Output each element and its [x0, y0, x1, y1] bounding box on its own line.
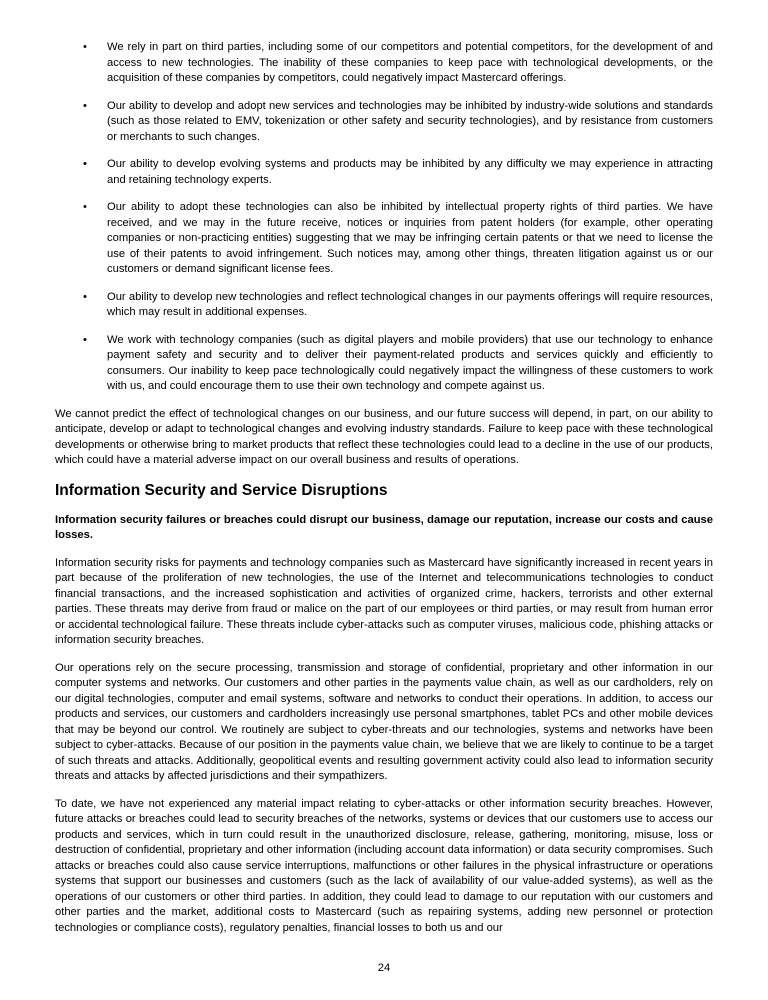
- bullet-item: [55, 200, 713, 278]
- page-number: 24: [377, 961, 391, 974]
- bullet-marker: •: [83, 201, 87, 213]
- section-paragraph: To date, we have not experienced any material impact relating to cyber-attacks or other information security breaches. However, future attacks or breaches could lead to security breaches of the networks, systems or devices that our customers use to access our products and services, which in turn could result in the unauthorized disclosure, release, gathering, monitoring, misuse, loss or destruction of confidential, proprietary and other information (including account data information) or data security compromises. Such attacks or breaches could also cause service interruptions, malfunctions or other failures in the physical infrastructure or operations systems that support our businesses and customers (such as the lack of availability of our value-added systems), as well as the operations of our customers or other third parties. In addition, they could lead to damage to our reputation with our customers and other parties and the market, additional costs to Mastercard (such as repairing systems, adding new personnel or protection technologies or compliance costs), regulatory penalties, financial losses to both us and our: [55, 797, 713, 934]
- bullet-item: [55, 333, 713, 395]
- closing-paragraph: We cannot predict the effect of technological changes on our business, and our future success will depend, in part, on our ability to anticipate, develop or adapt to technological changes and evolving industry standards. Failure to keep pace with these technological developments or otherwise bring to market products that reflect these technologies could lead to a decline in the use of our products, which could have a material adverse impact on our overall business and results of operations.: [55, 407, 713, 466]
- bullet-marker: •: [83, 290, 87, 303]
- bullet-item: [55, 99, 713, 146]
- bullet-marker: •: [83, 99, 87, 112]
- bullet-item: [55, 157, 713, 188]
- section-heading: Information Security and Service Disruptions: [55, 481, 388, 499]
- section-lead-in: Information security failures or breaches could disrupt our business, damage our reputation, increase our costs and cause losses.: [55, 513, 713, 541]
- bullet-marker: •: [83, 158, 87, 170]
- bullet-list: [55, 40, 713, 395]
- bullet-text: We rely in part on third parties, including some of our competitors and potential competitors, for the development of and access to new technologies. The inability of these companies to keep pace with technological developments, or the acquisition of these companies by competitors, could negatively impact Mastercard offerings.: [107, 41, 713, 84]
- bullet-item: [55, 290, 713, 321]
- bullet-marker: •: [83, 333, 87, 346]
- bullet-text: Our ability to adopt these technologies can also be inhibited by intellectual property rights of third parties. We have received, and we may in the future receive, notices or inquiries from patent holders (for example, other operating companies or non-practicing entities) suggesting that we may be infringing certain patents or that we need to license the use of their patents to avoid infringement. Such notices may, among other things, threaten litigation against us or our customers or demand significant license fees.: [107, 201, 713, 275]
- section-paragraph: Our operations rely on the secure processing, transmission and storage of confidential, proprietary and other information in our computer systems and networks. Our customers and other parties in the payments value chain, as well as our cardholders, rely on our digital technologies, computer and email systems, software and networks to conduct their operations. In addition, to access our products and services, our customers and cardholders increasingly use personal smartphones, tablet PCs and other mobile devices that may be beyond our control. We routinely are subject to cyber-threats and our technologies, systems and networks have been subject to cyber-attacks. Because of our position in the payments value chain, we believe that we are likely to continue to be a target of such threats and attacks. Additionally, geopolitical events and resulting government activity could also lead to information security threats and attacks by affected jurisdictions and their sympathizers.: [55, 661, 713, 782]
- bullet-text: Our ability to develop evolving systems and products may be inhibited by any difficulty we may experience in attracting and retaining technology experts.: [107, 158, 713, 186]
- bullet-text: Our ability to develop new technologies and reflect technological changes in our payments offerings will require resources, which may result in additional expenses.: [107, 290, 713, 318]
- bullet-text: Our ability to develop and adopt new services and technologies may be inhibited by industry-wide solutions and standards (such as those related to EMV, tokenization or other safety and security technologies), and by resistance from customers or merchants to such changes.: [107, 99, 713, 143]
- bullet-text: We work with technology companies (such as digital players and mobile providers) that use our technology to enhance payment safety and security and to deliver their payment-related products and services quickly and efficiently to consumers. Our inability to keep pace technologically could negatively impact the willingness of these customers to work with us, and could encourage them to use their own technology and compete against us.: [107, 333, 713, 392]
- bullet-marker: •: [83, 41, 87, 53]
- section-paragraph: Information security risks for payments and technology companies such as Mastercard have significantly increased in recent years in part because of the proliferation of new technologies, the use of the Internet and telecommunications technologies to conduct financial transactions, and the increased sophistication and activities of organized crime, hackers, terrorists and other external parties. These threats may derive from fraud or malice on the part of our employees or third parties, or may result from human error or accidental technological failure. These threats include cyber-attacks such as computer viruses, malicious code, phishing attacks or information security breaches.: [55, 556, 713, 646]
- bullet-item: [55, 40, 713, 87]
